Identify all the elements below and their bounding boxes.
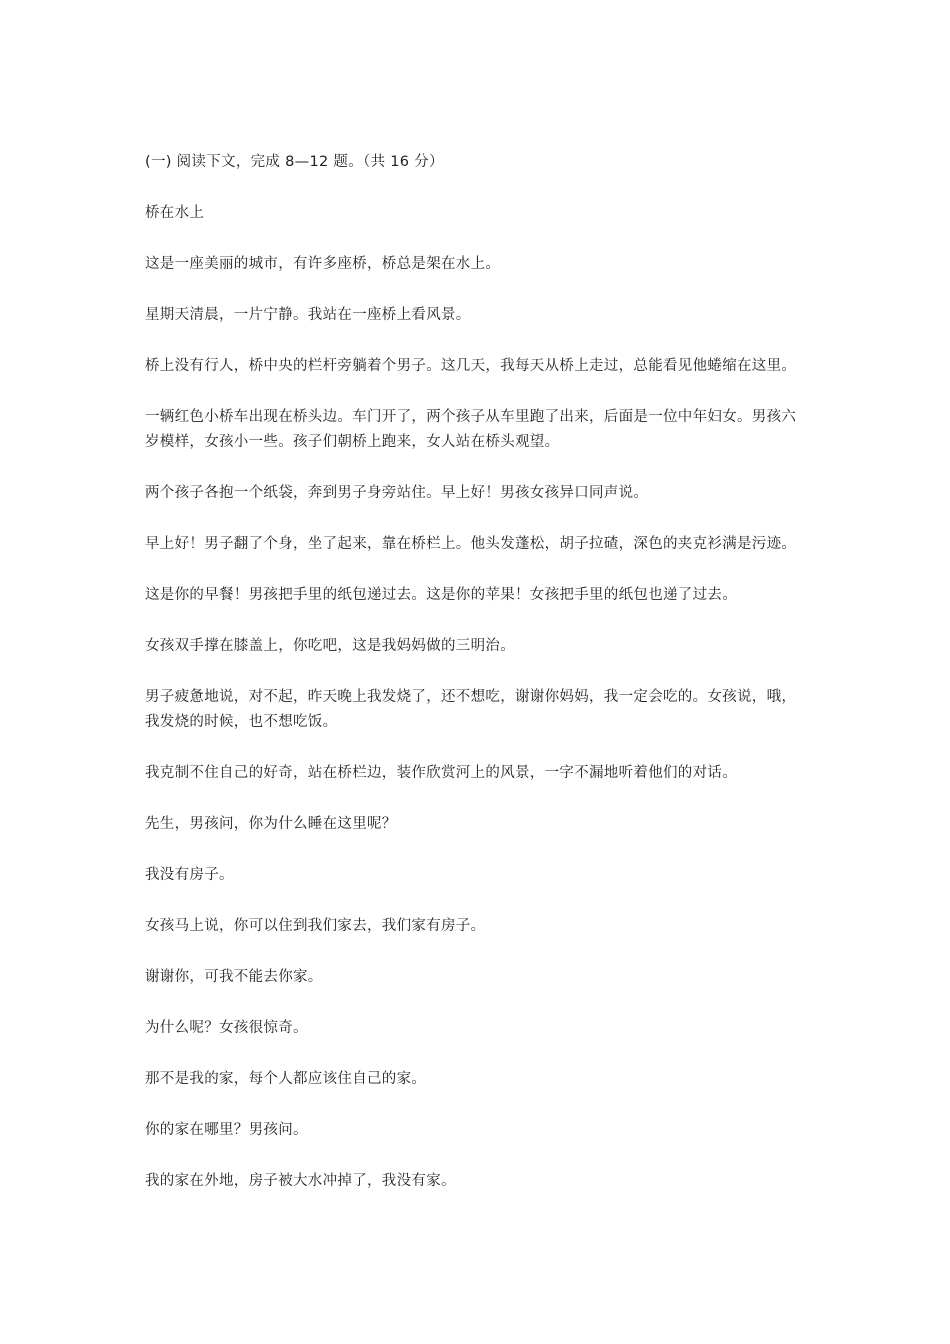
paragraph: 男子疲惫地说，对不起，昨天晚上我发烧了，还不想吃，谢谢你妈妈，我一定会吃的。女孩说，哦，我发烧的时候，也不想吃饭。 (145, 689, 797, 730)
document-body (145, 150, 810, 1194)
section-heading: (一) 阅读下文，完成 8—12 题。（共 16 分） (145, 154, 444, 170)
paragraph: 这是你的早餐！男孩把手里的纸包递过去。这是你的苹果！女孩把手里的纸包也递了过去。 (145, 587, 737, 603)
paragraph: 早上好！男子翻了个身，坐了起来，靠在桥栏上。他头发蓬松，胡子拉碴，深色的夹克衫满是污迹。 (145, 536, 797, 552)
paragraph: 谢谢你，可我不能去你家。 (145, 969, 323, 985)
paragraph: 一辆红色小桥车出现在桥头边。车门开了，两个孩子从车里跑了出来，后面是一位中年妇女。男孩六岁模样，女孩小一些。孩子们朝桥上跑来，女人站在桥头观望。 (145, 409, 797, 450)
paragraph: 我没有房子。 (145, 867, 234, 883)
paragraph: 先生，男孩问，你为什么睡在这里呢？ (145, 816, 397, 832)
paragraph: 你的家在哪里？男孩问。 (145, 1122, 308, 1138)
paragraph: 桥上没有行人，桥中央的栏杆旁躺着个男子。这几天，我每天从桥上走过，总能看见他蜷缩在这里。 (145, 358, 797, 374)
paragraph: 两个孩子各抱一个纸袋，奔到男子身旁站住。早上好！男孩女孩异口同声说。 (145, 485, 649, 501)
paragraph: 为什么呢？女孩很惊奇。 (145, 1020, 308, 1036)
paragraph: 这是一座美丽的城市，有许多座桥，桥总是架在水上。 (145, 256, 501, 272)
paragraph: 女孩马上说，你可以住到我们家去，我们家有房子。 (145, 918, 486, 934)
paragraph: 女孩双手撑在膝盖上，你吃吧，这是我妈妈做的三明治。 (145, 638, 515, 654)
story-title: 桥在水上 (145, 205, 205, 221)
paragraph: 星期天清晨，一片宁静。我站在一座桥上看风景。 (145, 307, 471, 323)
paragraph: 那不是我的家，每个人都应该住自己的家。 (145, 1071, 427, 1087)
paragraph: 我克制不住自己的好奇，站在桥栏边，装作欣赏河上的风景，一字不漏地听着他们的对话。 (145, 765, 737, 781)
paragraph: 我的家在外地，房子被大水冲掉了，我没有家。 (145, 1173, 456, 1189)
